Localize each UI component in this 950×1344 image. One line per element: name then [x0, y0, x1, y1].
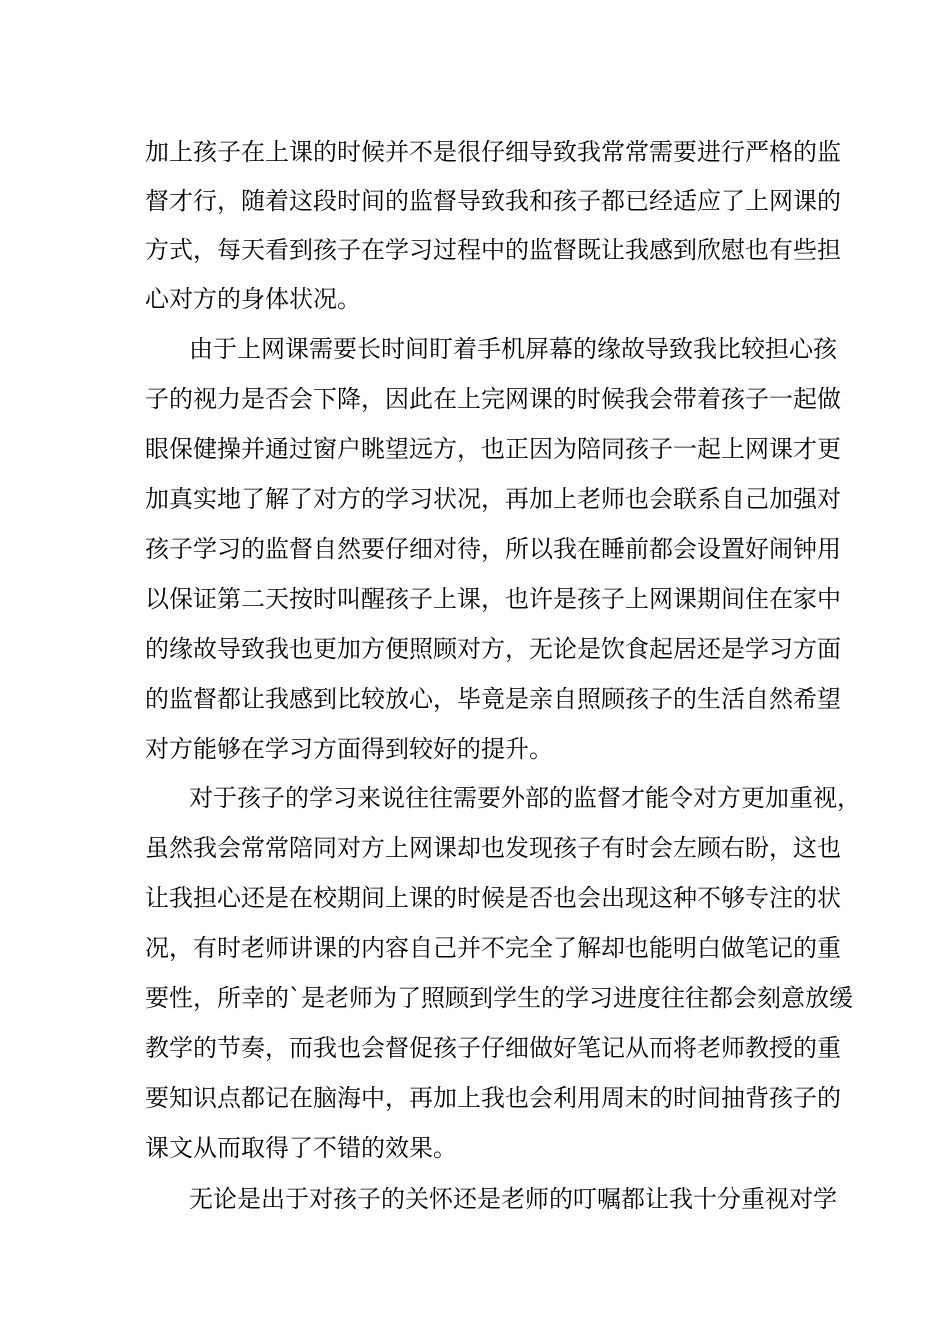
- text-line: 方式，每天看到孩子在学习过程中的监督既让我感到欣慰也有些担: [145, 236, 841, 264]
- text-line: 眼保健操并通过窗户眺望远方，也正因为陪同孩子一起上网课才更: [145, 435, 841, 463]
- text-line: 心对方的身体状况。: [145, 285, 361, 313]
- text-line: 要性，所幸的`是老师为了照顾到学生的学习进度往往都会刻意放缓: [145, 984, 853, 1012]
- text-line: 子的视力是否会下降，因此在上完网课的时候我会带着孩子一起做: [145, 385, 841, 413]
- text-line: 虽然我会常常陪同对方上网课却也发现孩子有时会左顾右盼，这也: [145, 834, 841, 862]
- text-line: 的监督都让我感到比较放心，毕竟是亲自照顾孩子的生活自然希望: [145, 685, 841, 713]
- text-line: 要知识点都记在脑海中，再加上我也会利用周末的时间抽背孩子的: [145, 1084, 841, 1112]
- text-line: 的缘故导致我也更加方便照顾对方，无论是饮食起居还是学习方面: [145, 635, 841, 663]
- text-line: 对方能够在学习方面得到较好的提升。: [145, 735, 553, 763]
- text-line: 教学的节奏，而我也会督促孩子仔细做好笔记从而将老师教授的重: [145, 1034, 841, 1062]
- paragraph-first-line: 无论是出于对孩子的关怀还是老师的叮嘱都让我十分重视对学: [189, 1185, 837, 1213]
- text-line: 孩子学习的监督自然要仔细对待，所以我在睡前都会设置好闹钟用: [145, 535, 841, 563]
- text-line: 加上孩子在上课的时候并不是很仔细导致我常常需要进行严格的监: [145, 138, 841, 166]
- paragraph-first-line: 由于上网课需要长时间盯着手机屏幕的缘故导致我比较担心孩: [189, 335, 837, 363]
- text-line: 以保证第二天按时叫醒孩子上课，也许是孩子上网课期间住在家中: [145, 585, 841, 613]
- text-line: 让我担心还是在校期间上课的时候是否也会出现这种不够专注的状: [145, 884, 841, 912]
- text-line: 督才行，随着这段时间的监督导致我和孩子都已经适应了上网课的: [145, 187, 841, 215]
- text-line: 加真实地了解了对方的学习状况，再加上老师也会联系自己加强对: [145, 485, 841, 513]
- text-line: 课文从而取得了不错的效果。: [145, 1134, 457, 1162]
- paragraph-first-line: 对于孩子的学习来说往往需要外部的监督才能令对方更加重视，: [189, 784, 861, 812]
- text-line: 况，有时老师讲课的内容自己并不完全了解却也能明白做笔记的重: [145, 934, 841, 962]
